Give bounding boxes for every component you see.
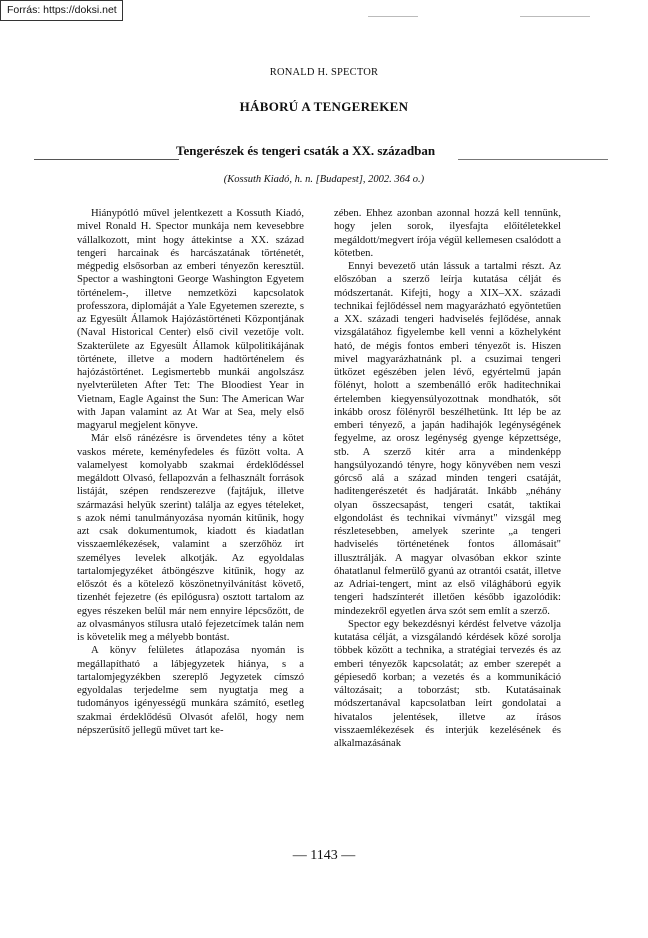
paragraph: A könyv felületes átlapozása nyomán is megállapítható a lábjegyzetek hiánya, s a tartalomjegyzékben szereplő Jegyzetek címszó egyoldalas terjedelme sem nyugtatja meg a tudományos igényességű munkára számító, esetleg szakmai érdeklődésű Olvasót afelől, hogy nem népszerűsítő jellegű művet tart ke- bbox=[77, 645, 304, 736]
publication-info: (Kossuth Kiadó, h. n. [Budapest], 2002. 364 o.) bbox=[223, 174, 425, 185]
source-label: Forrás: https://doksi.net bbox=[0, 0, 123, 21]
page-number: — 1143 — bbox=[292, 848, 356, 863]
scan-artifact-line bbox=[520, 16, 590, 17]
paragraph: zében. Ehhez azonban azonnal hozzá kell tennünk, hogy jelen sorok, ilyesfajta előítéletekkel megáldott/megvert írója végül kellemesen csalódott a kötetben. bbox=[334, 208, 561, 259]
article-title: HÁBORÚ A TENGEREKEN bbox=[239, 99, 409, 114]
right-column bbox=[334, 207, 561, 750]
paragraph: Spector egy bekezdésnyi kérdést felvetve vázolja kutatása célját, a vizsgálandó kérdések közé sorolja többek között a technika, a stratégiai tervezés és az emberi tényezők kapcsolatát; az ember szerepét a gépiesedő korban; a vezetés és a kommunikáció változásait; a toborzást; stb. Kutatásainak módszertanával kapcsolatban leírt gondolatai a hivatalos jelentések, illetve az írásos visszaemlékezések és interjúk kezelésének és alkalmazásának bbox=[334, 618, 561, 749]
left-column bbox=[77, 207, 304, 737]
paragraph: Ennyi bevezető után lássuk a tartalmi részt. Az előszóban a szerző leírja kutatása célját és módszertanát. Kifejti, hogy a XIX–XX. századi technikai fejlődéssel nem magyarázható egyöntetűen a XX. századi tengeri hadviselés fejlődése, annak vizsgálatához figyelembe kell venni a közhelyként ható, de mégis fontos emberi tényezőt is. Hiszen mivel magyarázhatnánk pl. a csuzimai tengeri ütközet egészében jelen lévő, egyértelmű japán fölényt, holott a szembenálló erők haditechnikai értelemben kiegyensúlyozottnak mondhatók, sőt inkább orosz fölényről beszélhetünk. Itt lép be az emberi tényező, a japán hadihajók legénységének fegyelme, az orosz legénység gyenge képzettsége, stb. A szerző kitér arra a mindenképp hangsúlyozandó tényre, hogy könyvében nem veszi górcső alá a század minden tengeri csatáját, haditengerészetét és hadjáratát. Inkább „néhány olyan összecsapást, tengeri csatát, taktikai elgondolást és technikai vívmányt" vizsgál meg részletesebben, amelyek szerinte „a tengeri hadviselés történetének fontos állomásait" illusztrálják. A magyar olvasóban ekkor szinte óhatatlanul felmerülő gyanú az otrantói csatát, illetve az Adriai-tengert, mint az első világháború egyik tengeri hadszínterét illetően később igazolódik: mindezekről egyetlen árva szót sem említ a szerző. bbox=[334, 261, 561, 617]
scan-artifact-line bbox=[368, 16, 418, 17]
subtitle-rule-left bbox=[34, 159, 179, 160]
article-subtitle: Tengerészek és tengeri csaták a XX. században bbox=[176, 143, 436, 158]
paragraph: Hiánypótló művel jelentkezett a Kossuth Kiadó, mivel Ronald H. Spector munkája nem kevesebbre vállalkozott, mint hogy áttekintse a XX. század tengeri harcainak és harcászatának történetét, mégpedig elsősorban az emberi tényezőn keresztül. Spector a washingtoni George Washington Egyetem történelem-, illetve nemzetközi kapcsolatok professzora, diplomáját a Yale Egyetemen szerezte, s az Egyesült Államok Hajózástörténeti Központjának (Naval Historical Center) első civil vezetője volt. Szakterülete az Egyesült Államok külpolitikájának története, illetve a modern hadtörténelem és hajózástörténet. Legismertebb munkái angolszász nyelvterületen After Tet: The Bloodiest Year in Vietnam, Eagle Against the Sun: The American War with Japan valamint az At War at Sea, mely első magyarul megjelent könyve. bbox=[77, 208, 304, 431]
author-name: RONALD H. SPECTOR bbox=[269, 67, 379, 78]
paragraph: Már első ránézésre is örvendetes tény a kötet vaskos mérete, keményfedeles és fűzött volta. A valamelyest komolyabb szakmai érdeklődéssel megáldott Olvasó, fellapozván a felhasznált források listáját, szépen rendszerezve (fajtájuk, illetve származási helyük szerint) találja az egyes tételeket, s azok némi tanulmányozása nyomán kitűnik, hogy azt csak dokumentumok, kiadott és kiadatlan visszaemlékezések, valamint a szerzőhöz írt személyes levelek alkotják. Az egyoldalas tartalomjegyzéket átböngészve kitűnik, hogy az előszót és a kötelező köszönetnyilvánítást követő, tizenhét fejezetre (és epilógusra) osztott tartalom az egyes részeken belül már nem ennyire lépcsőzött, de az olvasmányos stílusra utaló fejezetcímek talán nem is követelik meg a mélyebb bontást. bbox=[77, 433, 304, 643]
subtitle-rule-right bbox=[458, 159, 608, 160]
